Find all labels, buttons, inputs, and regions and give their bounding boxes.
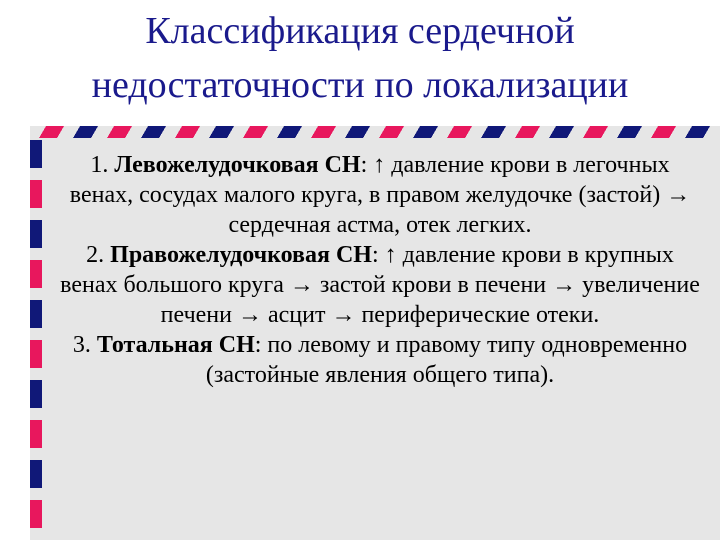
airmail-stripe-left	[30, 140, 42, 540]
item-text: : ↑ давление крови в легочных венах, сосудах малого круга, в правом желудочке (застой) → сердечная астма, отек легких.	[69, 152, 691, 238]
slide-title	[0, 4, 720, 112]
item-term: Левожелудочковая СН	[114, 152, 361, 178]
list-item-right-ventricular	[60, 240, 700, 330]
list-item-total	[60, 330, 700, 390]
item-text: : ↑ давление крови в крупных венах большого круга → застой крови в печени → увеличение печени → асцит → периферические отеки.	[60, 242, 700, 328]
classification-list	[60, 150, 700, 390]
item-number: 2.	[86, 242, 105, 268]
list-item-left-ventricular	[60, 150, 700, 240]
title-line-1: Классификация сердечной	[145, 10, 575, 52]
item-number: 1.	[90, 152, 109, 178]
item-text: : по левому и правому типу одновременно (застойные явления общего типа).	[205, 332, 688, 388]
item-number: 3.	[72, 332, 91, 358]
airmail-stripe-top	[33, 126, 720, 138]
item-term: Правожелудочковая СН	[110, 242, 372, 268]
item-term: Тотальная СН	[96, 332, 255, 358]
title-line-2: недостаточности по локализации	[91, 64, 629, 106]
